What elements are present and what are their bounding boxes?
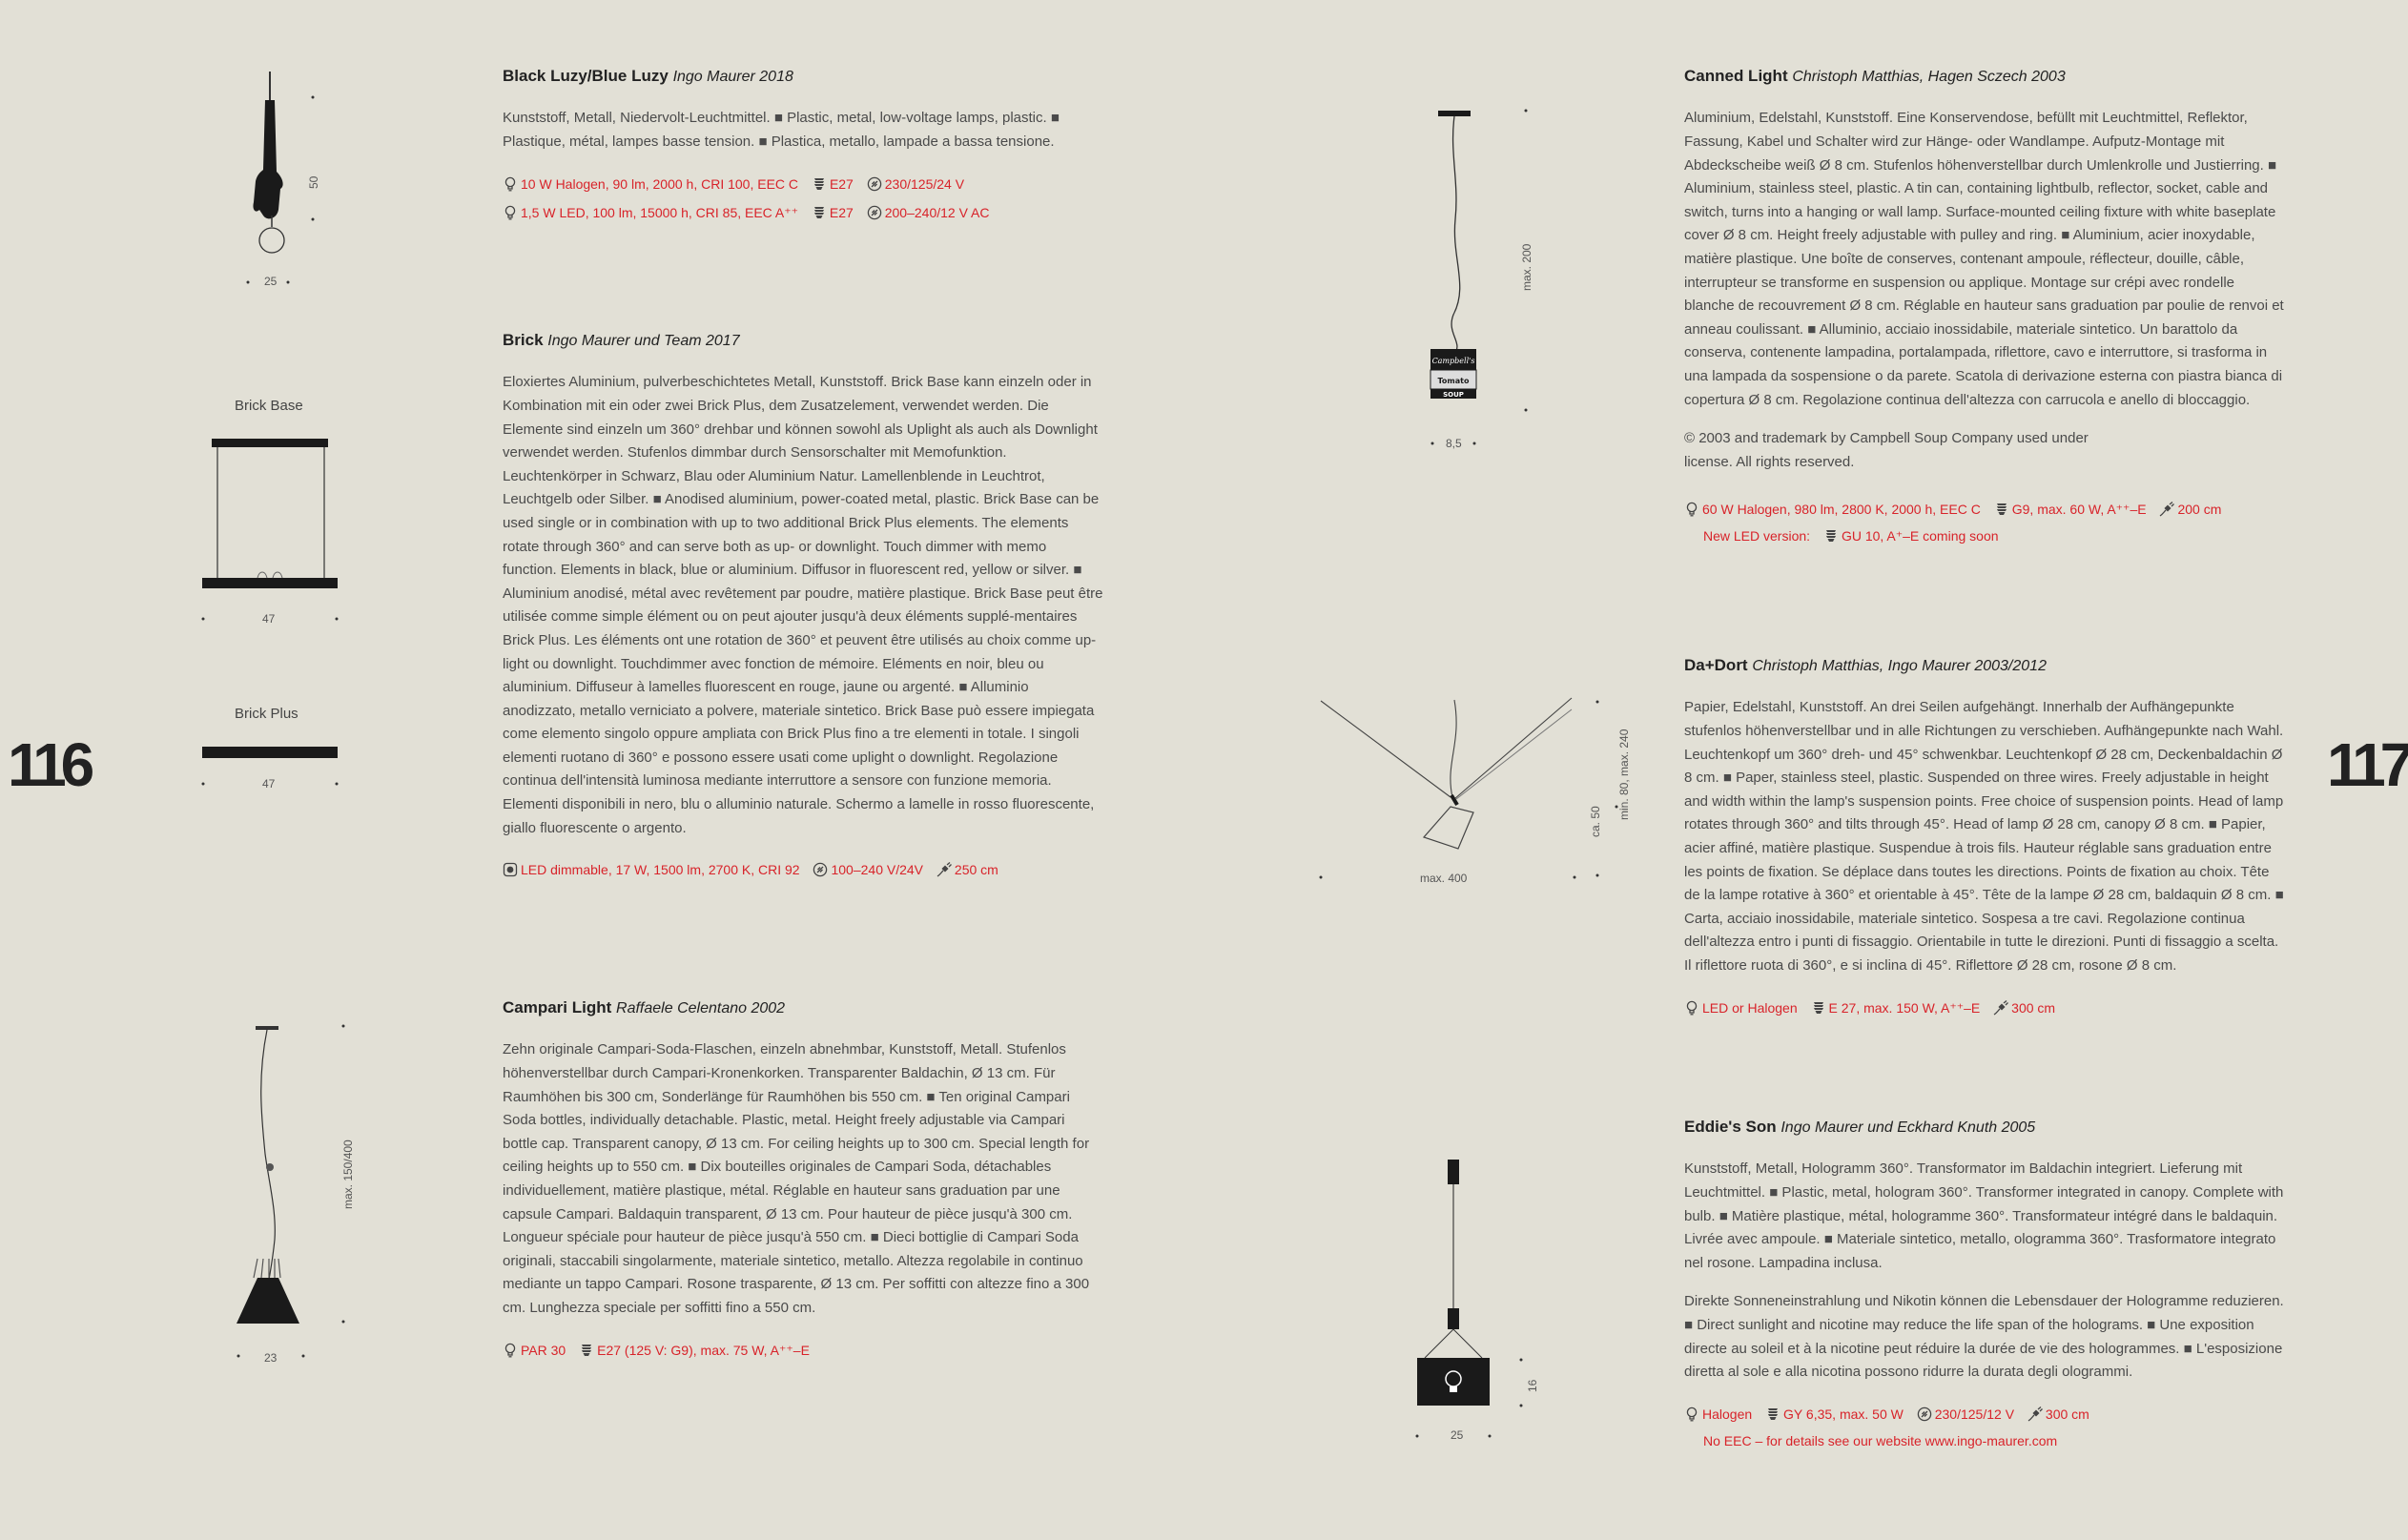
- product-name: Brick: [503, 331, 544, 349]
- product-title: [503, 331, 1103, 350]
- brick-base-illustration: [191, 429, 353, 629]
- license-note: © 2003 and trademark by Campbell Soup Company used under license. All rights reserved.: [1684, 430, 2089, 470]
- product-description: Kunststoff, Metall, Niedervolt-Leuchtmittel. ■ Plastic, metal, low-voltage lamps, plastic. ■ Plastique, métal, lampes basse tension. ■ Plastica, metallo, lampade a bassa tensione.: [503, 110, 1060, 150]
- spec-block: [1684, 1400, 2285, 1453]
- can-line1: Tomato: [1437, 377, 1470, 385]
- product-title: [503, 998, 1103, 1017]
- transformer-icon: [813, 862, 828, 877]
- dimension-width: 8,5: [1446, 437, 1462, 450]
- product-description: Kunststoff, Metall, Hologramm 360°. Transformator im Baldachin integriert. Lieferung mit Leuchtmittel. ■ Plastic, metal, hologram 360°. Transformer integrated in canopy. Complete with bulb. ■ Matière plastique, métal, hologramme 360°. Transformateur intégré dans le baldaquin. Livrée avec ampoule. ■ Materiale sintetico, metallo, ologramma 360°. Trasformatore integrato nel rosone. Lampadina inclusa.: [1684, 1160, 2284, 1271]
- cable-plug-icon: [2027, 1407, 2043, 1422]
- dimension-base-width: 47: [262, 612, 276, 626]
- cable-plug-icon: [1993, 1000, 2008, 1016]
- spec-block: [503, 1336, 1103, 1365]
- product-description: Papier, Edelstahl, Kunststoff. An drei Seilen aufgehängt. Innerhalb der Aufhängepunkte stufenlos höhenverstellbar und in alle Richtungen zu verschieben. Aufhängepunkte nach Wahl. Leuchtenkopf um 360° dreh- und 45° schwenkbar. Leuchtenkopf Ø 28 cm, Deckenbaldachin Ø 8 cm. ■ Paper, stainless steel, plastic. Suspended on three wires. Freely adjustable in height and width within the lamp's suspension points. Free choice of suspension points. Head of lamp rotates through 360° and tilts through 45°. Head of lamp Ø 28 cm, canopy Ø 8 cm. ■ Papier, acier affiné, matière plastique. Suspendue à trois fils. Hauteur réglable sans graduation entre les points de fixation. Se déplace dans toutes les directions. Points de fixation au choix. Tête de la lampe rotative à 360° et orientable à 45°. Tête de la lampe Ø 28 cm, baldaquin Ø 8 cm. ■ Carta, acciaio inossidabile, materiale sintetico. Sospesa a tre cavi. Regolazione continua dell'altezza entro i punti di fissaggio. Orientabile in tutte le direzioni. Punti di fissaggio a scelta. Il riflettore ruota di 360°, e si inclina di 45°. Riflettore Ø 28 cm, rosone Ø 8 cm.: [1684, 699, 2284, 974]
- dimension-head: ca. 50: [1589, 806, 1602, 837]
- product-name: Black Luzy/Blue Luzy: [503, 67, 669, 85]
- product-name: Canned Light: [1684, 67, 1788, 85]
- product-designer: Ingo Maurer und Team 2017: [547, 333, 740, 349]
- dimension-width: 23: [264, 1351, 278, 1365]
- socket-icon: [1823, 528, 1839, 544]
- cable-plug-icon: [2159, 502, 2174, 517]
- entry-black-luzy: [503, 67, 1103, 227]
- product-designer: Christoph Matthias, Hagen Sczech 2003: [1792, 69, 2066, 85]
- spec-block: [503, 855, 1103, 884]
- cable-plug-icon: [936, 862, 952, 877]
- bulb-icon: [503, 1343, 518, 1358]
- spec-line: LED or Halogen E 27, max. 150 W, A⁺⁺–E 300 cm: [1684, 994, 2285, 1022]
- spec-block: [1684, 495, 2285, 548]
- spec-line: Halogen GY 6,35, max. 50 W 230/125/12 V 300 cm: [1684, 1400, 2285, 1428]
- bulb-icon: [503, 176, 518, 192]
- spec-block: [1684, 994, 2285, 1022]
- entry-brick: [503, 331, 1103, 884]
- dimension-width: max. 400: [1420, 872, 1468, 885]
- spec-line: 1,5 W LED, 100 lm, 15000 h, CRI 85, EEC A⁺⁺ E27 200–240/12 V AC: [503, 198, 1103, 227]
- spec-line-led-version: New LED version: GU 10, A⁺–E coming soon: [1703, 528, 1999, 544]
- dimension-height: max. 200: [1520, 243, 1533, 291]
- brick-base-label: Brick Base: [235, 398, 303, 414]
- socket-icon: [579, 1343, 594, 1358]
- product-designer: Raffaele Celentano 2002: [616, 1000, 786, 1016]
- dimension-height: 50: [307, 175, 320, 189]
- entry-eddies-son: [1684, 1118, 2285, 1453]
- dimension-width: 25: [1451, 1428, 1464, 1442]
- socket-icon: [812, 176, 827, 192]
- can-brand: Campbell's: [1431, 357, 1475, 365]
- spec-line: LED dimmable, 17 W, 1500 lm, 2700 K, CRI 92 100–240 V/24V 250 cm: [503, 855, 1103, 884]
- transformer-icon: [1917, 1407, 1932, 1422]
- dimension-height: max. 150/400: [341, 1140, 355, 1209]
- product-designer: Christoph Matthias, Ingo Maurer 2003/2012: [1752, 658, 2047, 674]
- socket-icon: [1765, 1407, 1780, 1422]
- entry-campari-light: [503, 998, 1103, 1365]
- product-designer: Ingo Maurer und Eckhard Knuth 2005: [1780, 1119, 2036, 1136]
- product-name: Da+Dort: [1684, 656, 1748, 674]
- led-module-icon: [503, 862, 518, 877]
- product-name: Campari Light: [503, 998, 612, 1016]
- bulb-icon: [1684, 1000, 1699, 1016]
- product-name: Eddie's Son: [1684, 1118, 1777, 1136]
- socket-icon: [1811, 1000, 1826, 1016]
- bulb-icon: [1684, 1407, 1699, 1422]
- can-line2: SOUP: [1443, 391, 1464, 399]
- dimension-width: 25: [264, 275, 278, 288]
- product-designer: Ingo Maurer 2018: [672, 69, 793, 85]
- brick-plus-label: Brick Plus: [235, 706, 298, 722]
- page-number-right: 117: [2327, 730, 2408, 799]
- bulb-icon: [503, 205, 518, 220]
- socket-icon: [1994, 502, 2009, 517]
- hologram-note: Direkte Sonneneinstrahlung und Nikotin können die Lebensdauer der Hologramme reduzieren. ■ Direct sunlight and nicotine may reduce the life span of the holograms. ■ Une exposition directe au soleil et à la nicotine peut réduire la durée de vie des hologrammes. ■ L'esposizione diretta al sole e alla nicotina possono ridurre la durata degli ologrammi.: [1684, 1293, 2284, 1381]
- entry-canned-light: [1684, 67, 2285, 548]
- spec-line: 10 W Halogen, 90 lm, 2000 h, CRI 100, EEC C E27 230/125/24 V: [503, 170, 1103, 198]
- transformer-icon: [867, 205, 882, 220]
- page-number-left: 116: [8, 730, 90, 799]
- product-description: Eloxiertes Aluminium, pulverbeschichtetes Metall, Kunststoff. Brick Base kann einzeln oder in Kombination mit ein oder zwei Brick Plus, dem Zusatzelement, verwendet werden. Die Elemente sind einzeln um 360° drehbar und können sowohl als Uplight als auch als Downlight verwendet werden. Stufenlos dimmbar durch Sensorschalter mit Memofunktion. Leuchtenkörper in Schwarz, Blau oder Aluminium Natur. Lamellenblende in Leuchtrot, Leuchtgelb oder Silber. ■ Anodised aluminium, power-coated metal, plastic. Brick Base can be used single or in combination with up to two additional Brick Plus elements. The elements rotate through 360° and can serve both as up- or downlight. Touch dimmer with memo function. Elements in black, blue or aluminium. Diffusor in fluorescent red, yellow or silver. ■ Aluminium anodisé, métal avec revêtement par poudre, matière plastique. Brick Base peut être utilisée comme simple élément ou on peut ajouter jusqu'à deux éléments supplé-mentaires Brick Plus. Les éléments ont une rotation de 360° et peuvent être utilisés au choix comme up-light ou downlight. Touchdimmer avec fonction de mémoire. Eléments en noir, bleu ou aluminium. Diffuseur à lamelles fluorescent en rouge, jaune ou argenté. ■ Alluminio anodizzato, metallo verniciato a polvere, materiale sintetico. Brick Base può essere impiegata come elemento singolo oppure ampliata con Brick Plus fino a tre elementi in totale. I singoli elementi ruotano di 360° e possono essere usati come uplight o downlight. Regolazione continua dell'intensità luminosa mediante interruttore a sensore con funzione memoria. Elementi disponibili in nero, blu o alluminio naturale. Schermo a lamelle in rosso fluorescente, giallo fluorescente o argento.: [503, 374, 1103, 836]
- socket-icon: [812, 205, 827, 220]
- transformer-icon: [867, 176, 882, 192]
- product-title: [1684, 656, 2285, 675]
- entry-da-dort: [1684, 656, 2285, 1022]
- spec-line: 60 W Halogen, 980 lm, 2800 K, 2000 h, EEC C G9, max. 60 W, A⁺⁺–E 200 cm: [1684, 495, 2285, 524]
- spec-block: [503, 170, 1103, 227]
- dimension-height: 16: [1526, 1379, 1539, 1392]
- product-title: [1684, 1118, 2285, 1137]
- bulb-icon: [1684, 502, 1699, 517]
- product-title: [1684, 67, 2285, 86]
- product-description: Aluminium, Edelstahl, Kunststoff. Eine Konservendose, befüllt mit Leuchtmittel, Reflektor, Fassung, Kabel und Schalter wird zur Hänge- oder Wandlampe. Aufputz-Montage mit Abdeckscheibe weiß Ø 8 cm. Stufenlos höhenverstellbar durch Umlenkrolle und Justierring. ■ Aluminium, stainless steel, plastic. A tin can, containing lightbulb, reflector, socket, cable and switch, turns into a hanging or wall lamp. Surface-mounted ceiling fixture with white baseplate cover Ø 8 cm. Height freely adjustable with pulley and ring. ■ Aluminium, acier inoxydable, matière plastique. Une boîte de conserves, contenant ampoule, réflecteur, douille, câble, interrupteur se transforme en suspension ou applique. Montage sur crépi avec rondelle blanche de recouvrement Ø 8 cm. Réglable en hauteur sans graduation par poulie de renvoi et anneau coulissant. ■ Alluminio, acciaio inossidabile, materiale sintetico. Un barattolo da conserva, contenente lampadina, portalampada, riflettore, cavo e interruttore, si trasforma in una lampada da sospensione o da parete. Scatola di derivazione esterna con piastra bianca di copertura Ø 8 cm. Regolazione continua dell'altezza con carrucola e anello di bloccaggio.: [1684, 110, 2284, 408]
- product-title: [503, 67, 1103, 86]
- dimension-plus-width: 47: [262, 777, 276, 791]
- spec-line-website: No EEC – for details see our website www.ingo-maurer.com: [1703, 1432, 2058, 1448]
- dimension-height: min. 80, max. 240: [1617, 729, 1631, 820]
- da-dort-illustration: [1311, 687, 1636, 887]
- spec-line: PAR 30 E27 (125 V: G9), max. 75 W, A⁺⁺–E: [503, 1336, 1103, 1365]
- product-description: Zehn originale Campari-Soda-Flaschen, einzeln abnehmbar, Kunststoff, Metall. Stufenlos höhenverstellbar durch Campari-Kronenkorken. Transparenter Baldachin, Ø 13 cm. Für Raumhöhen bis 300 cm, Sonderlänge für Raumhöhen bis 550 cm. ■ Ten original Campari Soda bottles, individually detachable. Plastic, metal. Height freely adjustable via Campari bottle cap. Transparent canopy, Ø 13 cm. For ceiling heights up to 300 cm. Special length for ceiling heights up to 550 cm. ■ Dix bouteilles originales de Campari Soda, détachables individuellement, matière plastique, métal. Réglable en hauteur sans graduation par une capsule Campari. Baldaquin transparent, Ø 13 cm. Pour hauteur de pièce jusqu'à 300 cm. Longueur spéciale pour hauteur de pièce jusqu'à 550 cm. ■ Dieci bottiglie di Campari Soda originali, staccabili singolarmente, materiale sintetico, metallo. Altezza regolabile in continuo mediante un tappo Campari. Rosone trasparente, Ø 13 cm. Per soffitti con altezze fino a 300 cm. Lunghezza speciale per soffitti fino a 550 cm.: [503, 1041, 1090, 1316]
- eddies-son-illustration: [1402, 1154, 1535, 1449]
- campari-light-illustration: [219, 1020, 353, 1364]
